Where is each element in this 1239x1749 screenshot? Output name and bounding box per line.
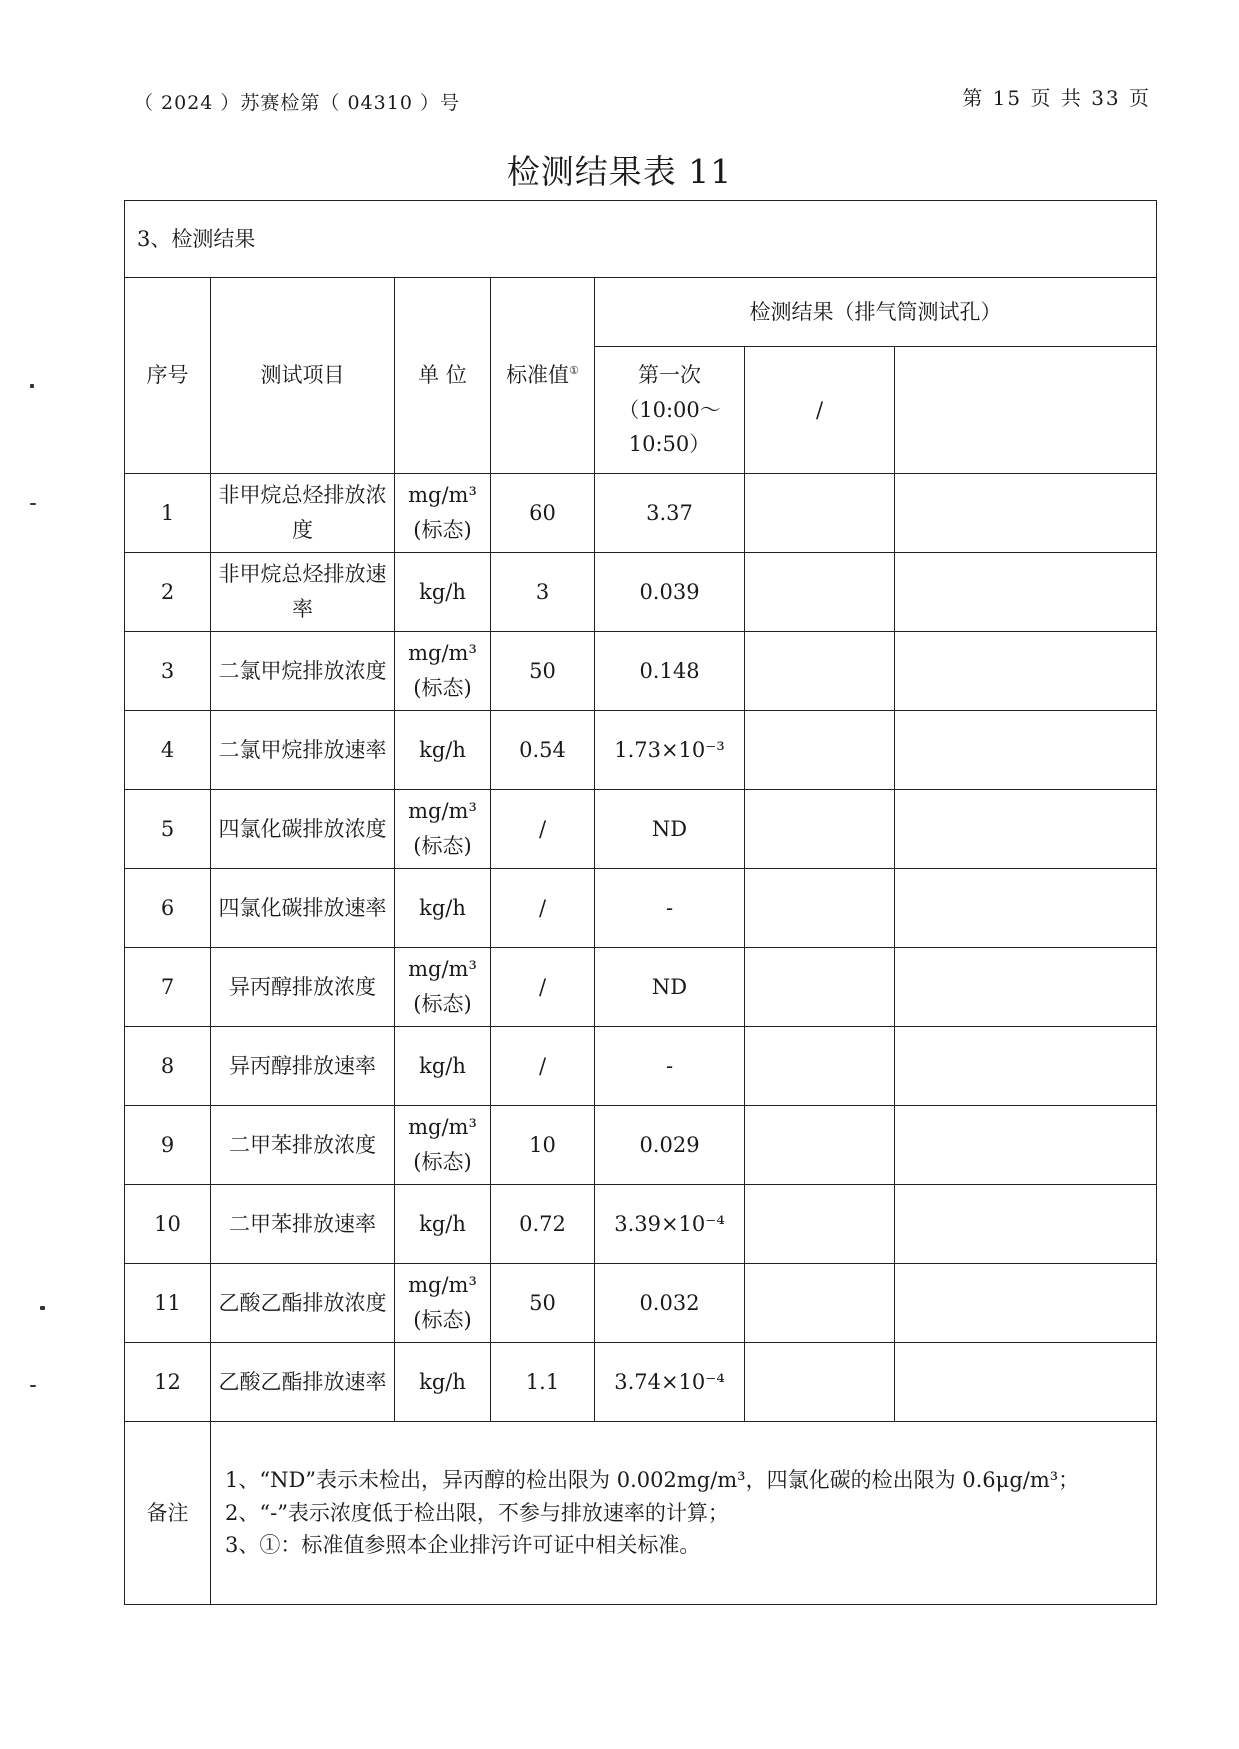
row-number: 8 [125, 1027, 211, 1106]
row-item: 二甲苯排放速率 [211, 1185, 395, 1264]
row-unit [395, 1343, 491, 1422]
table-row [125, 553, 1157, 632]
remark-line: 1、“ND”表示未检出，异丙醇的检出限为 0.002mg/m³，四氯化碳的检出限为 0.6μg/m³； [225, 1468, 1080, 1493]
row-result-first: 3.74×10⁻⁴ [595, 1343, 745, 1422]
row-standard: / [491, 869, 595, 948]
row-unit [395, 632, 491, 711]
row-item: 二氯甲烷排放浓度 [211, 632, 395, 711]
header-second-sample: / [745, 347, 895, 474]
remarks-text [211, 1422, 1157, 1605]
header-first-sample [595, 347, 745, 474]
row-result-second [745, 1106, 895, 1185]
row-number: 11 [125, 1264, 211, 1343]
row-result-first: 3.37 [595, 474, 745, 553]
row-result-first: - [595, 1027, 745, 1106]
row-item: 非甲烷总烃排放速率 [211, 553, 395, 632]
row-result-third [895, 474, 1157, 553]
unit-value: mg/m³ [408, 799, 477, 824]
table-row [125, 948, 1157, 1027]
row-result-first: ND [595, 790, 745, 869]
row-result-first: ND [595, 948, 745, 1027]
row-number: 12 [125, 1343, 211, 1422]
report-number: （ 2024 ）苏赛检第（ 04310 ）号 [134, 92, 460, 114]
table-row [125, 711, 1157, 790]
row-result-third [895, 1106, 1157, 1185]
header-item: 测试项目 [211, 278, 395, 474]
row-result-second [745, 553, 895, 632]
unit-condition: (标态) [413, 834, 472, 858]
row-result-second [745, 1264, 895, 1343]
row-number: 7 [125, 948, 211, 1027]
row-result-first: 0.148 [595, 632, 745, 711]
unit-value: kg/h [419, 1053, 466, 1078]
table-row [125, 1106, 1157, 1185]
row-standard: / [491, 1027, 595, 1106]
remark-line: 2、“-”表示浓度低于检出限，不参与排放速率的计算； [225, 1500, 729, 1525]
header-standard [491, 278, 595, 474]
row-result-second [745, 869, 895, 948]
table-row [125, 1027, 1157, 1106]
unit-value: mg/m³ [408, 483, 477, 508]
row-item: 乙酸乙酯排放浓度 [211, 1264, 395, 1343]
row-number: 10 [125, 1185, 211, 1264]
row-standard: 50 [491, 632, 595, 711]
row-unit [395, 790, 491, 869]
scan-mark [30, 503, 36, 505]
unit-condition: (标态) [413, 518, 472, 542]
row-item: 非甲烷总烃排放浓度 [211, 474, 395, 553]
row-standard: 10 [491, 1106, 595, 1185]
row-result-third [895, 711, 1157, 790]
row-number: 4 [125, 711, 211, 790]
row-result-third [895, 948, 1157, 1027]
unit-condition: (标态) [413, 992, 472, 1016]
row-item: 异丙醇排放速率 [211, 1027, 395, 1106]
unit-value: mg/m³ [408, 957, 477, 982]
results-table [124, 200, 1157, 1605]
header-standard-label: 标准值 [506, 363, 570, 388]
row-result-second [745, 632, 895, 711]
unit-value: kg/h [419, 737, 466, 762]
unit-condition: (标态) [413, 676, 472, 700]
row-standard: / [491, 790, 595, 869]
row-unit [395, 553, 491, 632]
scan-mark [40, 1306, 45, 1310]
header-third-sample [895, 347, 1157, 474]
row-standard: 0.54 [491, 711, 595, 790]
row-result-third [895, 869, 1157, 948]
row-result-first: 0.032 [595, 1264, 745, 1343]
row-item: 四氯化碳排放速率 [211, 869, 395, 948]
row-result-first: - [595, 869, 745, 948]
table-row [125, 632, 1157, 711]
row-unit [395, 1264, 491, 1343]
row-unit [395, 1027, 491, 1106]
row-unit [395, 474, 491, 553]
row-unit [395, 869, 491, 948]
row-result-second [745, 1343, 895, 1422]
table-row [125, 790, 1157, 869]
row-number: 3 [125, 632, 211, 711]
unit-value: kg/h [419, 579, 466, 604]
remarks-row [125, 1422, 1157, 1605]
section-label: 3、检测结果 [125, 201, 1157, 278]
first-sample-time: （10:00～ [618, 397, 721, 422]
row-result-third [895, 1264, 1157, 1343]
row-result-first: 1.73×10⁻³ [595, 711, 745, 790]
row-result-first: 3.39×10⁻⁴ [595, 1185, 745, 1264]
unit-value: mg/m³ [408, 641, 477, 666]
unit-value: kg/h [419, 895, 466, 920]
row-standard: 60 [491, 474, 595, 553]
row-item: 异丙醇排放浓度 [211, 948, 395, 1027]
row-item: 乙酸乙酯排放速率 [211, 1343, 395, 1422]
row-number: 2 [125, 553, 211, 632]
row-standard: 1.1 [491, 1343, 595, 1422]
row-standard: 3 [491, 553, 595, 632]
first-sample-label: 第一次 [638, 363, 701, 388]
unit-condition: (标态) [413, 1150, 472, 1174]
remark-line: 3、①：标准值参照本企业排污许可证中相关标准。 [225, 1533, 701, 1558]
footnote-marker: ① [569, 364, 579, 378]
row-number: 5 [125, 790, 211, 869]
unit-value: mg/m³ [408, 1273, 477, 1298]
row-standard: 0.72 [491, 1185, 595, 1264]
unit-condition: (标态) [413, 1308, 472, 1332]
row-result-second [745, 1185, 895, 1264]
row-result-second [745, 1027, 895, 1106]
row-result-third [895, 1185, 1157, 1264]
row-result-third [895, 1343, 1157, 1422]
row-unit [395, 711, 491, 790]
table-row [125, 1264, 1157, 1343]
row-result-second [745, 474, 895, 553]
unit-value: kg/h [419, 1211, 466, 1236]
row-result-first: 0.029 [595, 1106, 745, 1185]
row-result-third [895, 790, 1157, 869]
row-unit [395, 948, 491, 1027]
row-unit [395, 1185, 491, 1264]
page-indicator: 第 15 页 共 33 页 [962, 86, 1151, 110]
page-title: 检测结果表 11 [506, 152, 733, 191]
table-row [125, 474, 1157, 553]
row-result-first: 0.039 [595, 553, 745, 632]
unit-value: kg/h [419, 1369, 466, 1394]
row-result-third [895, 553, 1157, 632]
scan-mark [30, 1385, 36, 1387]
row-result-second [745, 711, 895, 790]
header-unit: 单 位 [395, 278, 491, 474]
row-item: 二甲苯排放浓度 [211, 1106, 395, 1185]
row-unit [395, 1106, 491, 1185]
scan-mark [30, 384, 34, 388]
row-result-second [745, 948, 895, 1027]
row-standard: 50 [491, 1264, 595, 1343]
row-number: 6 [125, 869, 211, 948]
row-number: 1 [125, 474, 211, 553]
row-result-second [745, 790, 895, 869]
table-row [125, 1185, 1157, 1264]
table-row [125, 1343, 1157, 1422]
header-results-group: 检测结果（排气筒测试孔） [595, 278, 1157, 347]
remarks-label: 备注 [125, 1422, 211, 1605]
row-standard: / [491, 948, 595, 1027]
header-seq: 序号 [125, 278, 211, 474]
row-result-third [895, 632, 1157, 711]
row-number: 9 [125, 1106, 211, 1185]
row-result-third [895, 1027, 1157, 1106]
row-item: 四氯化碳排放浓度 [211, 790, 395, 869]
table-row [125, 869, 1157, 948]
first-sample-time-end: 10:50） [628, 432, 711, 457]
unit-value: mg/m³ [408, 1115, 477, 1140]
row-item: 二氯甲烷排放速率 [211, 711, 395, 790]
